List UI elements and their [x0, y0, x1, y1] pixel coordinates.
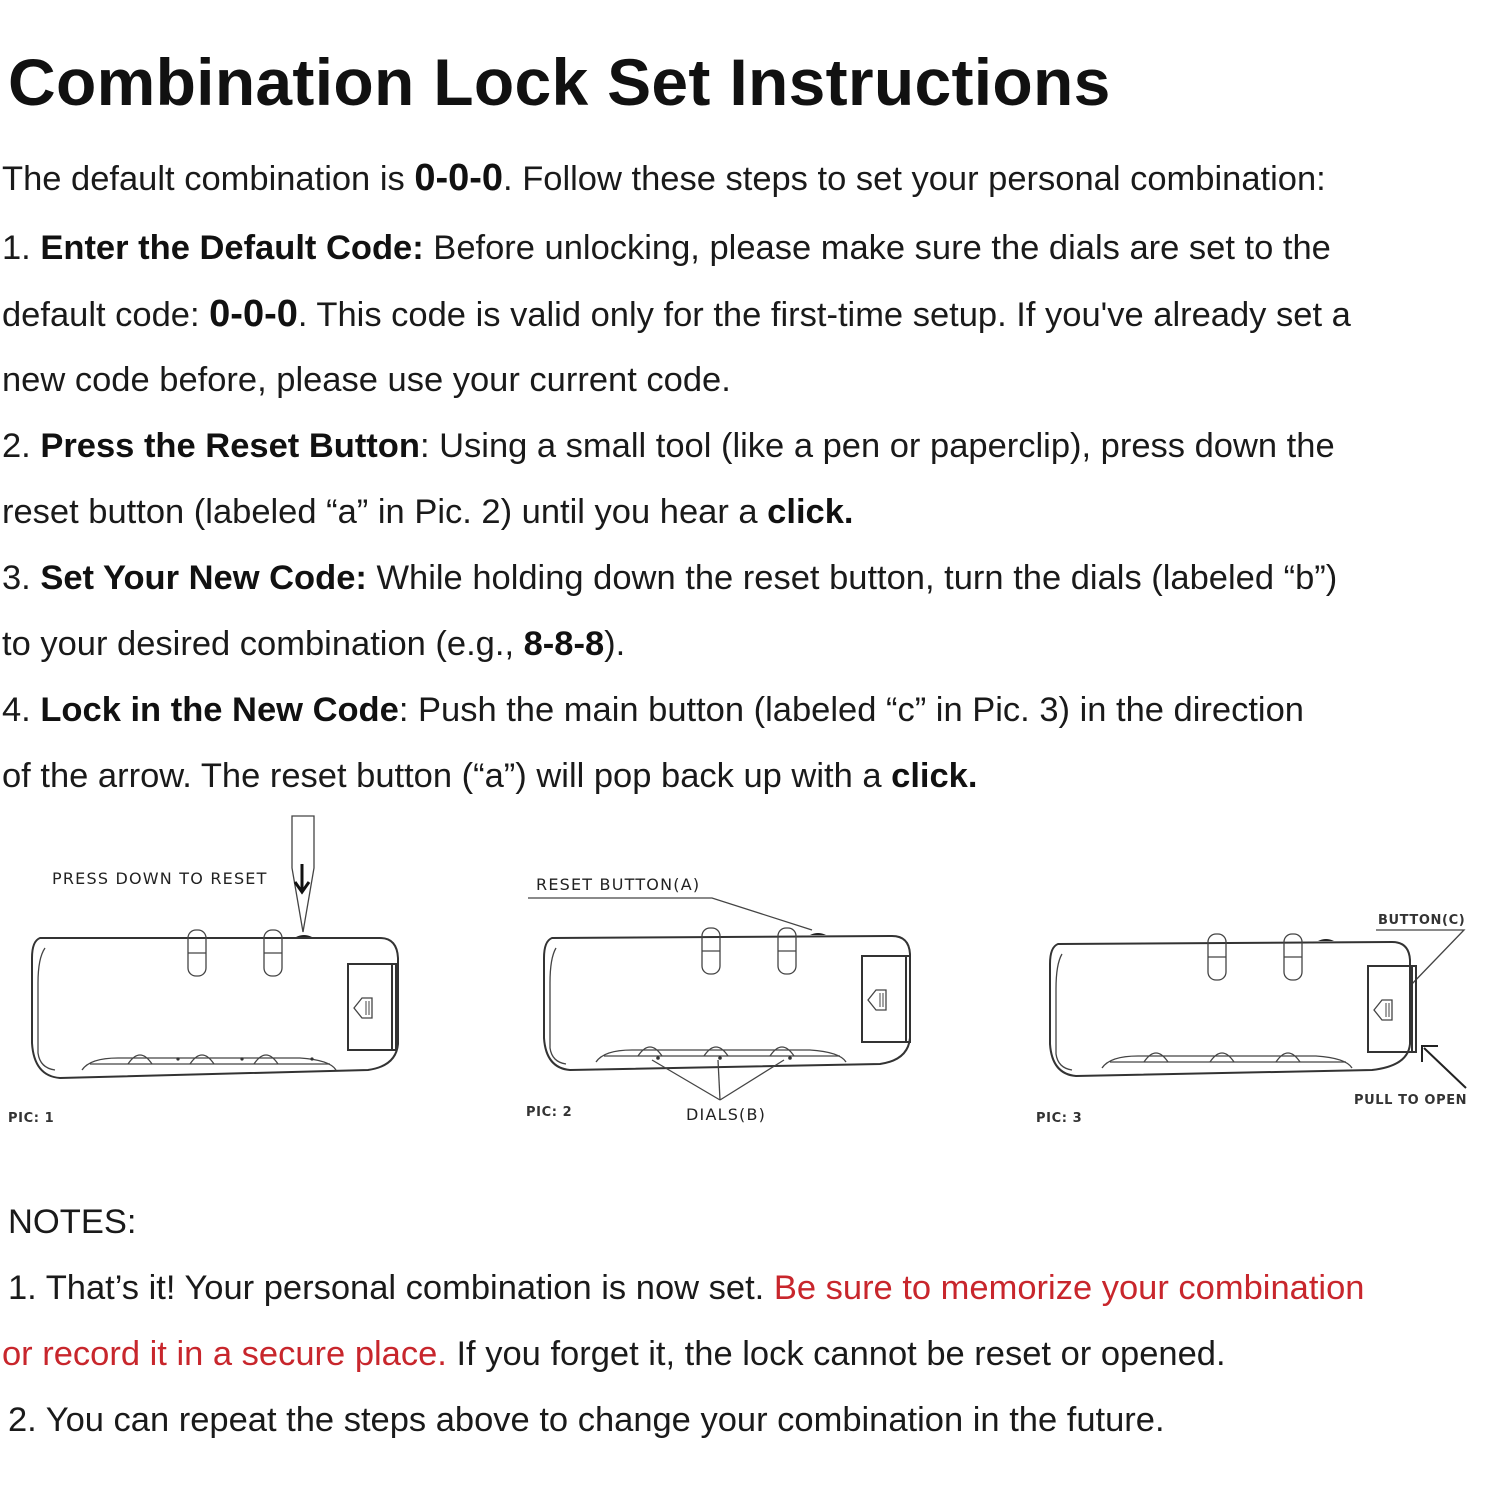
- step-3-text-2a: to your desired combination (e.g.,: [2, 625, 524, 663]
- step-1-code: 0-0-0: [209, 293, 298, 335]
- step-4-line-1: [2, 690, 1304, 730]
- default-code: 0-0-0: [414, 157, 504, 199]
- pic-3-diagram: [1036, 913, 1467, 1126]
- pic-1-label: PIC: 1: [8, 1111, 55, 1126]
- step-3-line-2: [2, 624, 625, 664]
- reset-button: [1318, 939, 1334, 941]
- arrow-down-icon: [295, 864, 309, 892]
- step-1-line-2: [2, 294, 1351, 335]
- step-1-text-2b: . This code is valid only for the first-time setup. If you've already set a: [297, 296, 1351, 334]
- pic-2-diagram: [526, 875, 910, 1124]
- note-1-start: 1. That’s it! Your personal combination is now set.: [8, 1269, 774, 1307]
- note-2: 2. You can repeat the steps above to change your combination in the future.: [8, 1401, 1165, 1439]
- step-1-text-2a: default code:: [2, 296, 210, 334]
- lock-body: [32, 938, 398, 1078]
- top-slot-icon: [702, 928, 796, 974]
- intro-before: The default combination is: [2, 160, 415, 198]
- step-2-text-2: reset button (labeled “a” in Pic. 2) until you hear a: [2, 493, 768, 531]
- side-button-icon: [348, 964, 396, 1050]
- step-3-heading: Set Your New Code:: [40, 559, 367, 597]
- notes-heading: NOTES:: [8, 1203, 137, 1241]
- reset-button: [810, 933, 826, 935]
- note-1-line-1: [8, 1268, 1364, 1308]
- step-3-code: 8-8-8: [523, 625, 605, 663]
- step-4-line-2: [2, 756, 977, 796]
- page-title: Combination Lock Set Instructions: [8, 45, 1111, 119]
- step-1-line-3: new code before, please use your current code.: [2, 361, 731, 399]
- pic-3-callout-pull: PULL TO OPEN: [1354, 1093, 1468, 1108]
- dials-icon: [1102, 1053, 1352, 1068]
- step-1-heading: Enter the Default Code:: [40, 229, 424, 267]
- pic-1-callout: PRESS DOWN TO RESET: [52, 869, 268, 888]
- step-3-text-1: While holding down the reset button, turn the dials (labeled “b”): [366, 559, 1338, 597]
- step-2-emphasis: click.: [767, 493, 854, 531]
- note-1-warning-1: Be sure to memorize your combination: [773, 1269, 1365, 1307]
- step-1-line-1: [2, 228, 1331, 268]
- step-2-number: 2.: [2, 427, 41, 465]
- side-button-icon: [862, 956, 910, 1042]
- reset-button: [296, 935, 312, 937]
- top-slot-icon: [188, 930, 282, 976]
- step-4-emphasis: click.: [891, 757, 978, 795]
- step-2-heading: Press the Reset Button: [40, 427, 420, 465]
- step-1-number: 1.: [2, 229, 41, 267]
- step-3-line-1: [2, 558, 1337, 598]
- dials-icon: [596, 1047, 846, 1062]
- step-2-text-1: : Using a small tool (like a pen or paperclip), press down the: [419, 427, 1335, 465]
- step-3-number: 3.: [2, 559, 41, 597]
- pic-2-callout-dials: DIALS(B): [686, 1105, 767, 1124]
- step-4-text-1: : Push the main button (labeled “c” in Pic. 3) in the direction: [398, 691, 1304, 729]
- note-1-warning-2: or record it in a secure place.: [2, 1335, 447, 1373]
- step-2-line-1: [2, 426, 1335, 466]
- note-1-end: If you forget it, the lock cannot be reset or opened.: [446, 1335, 1226, 1373]
- intro-after: . Follow these steps to set your personal combination:: [503, 160, 1326, 198]
- intro-line: [2, 158, 1326, 199]
- pull-arrow-icon: [1422, 1046, 1466, 1088]
- step-4-heading: Lock in the New Code: [40, 691, 399, 729]
- step-4-text-2: of the arrow. The reset button (“a”) will pop back up with a: [2, 757, 892, 795]
- pic-2-label: PIC: 2: [526, 1105, 573, 1120]
- dials-icon: [82, 1055, 336, 1070]
- step-2-line-2: [2, 492, 854, 532]
- pic-3-label: PIC: 3: [1036, 1111, 1083, 1126]
- side-button-icon: [1368, 966, 1416, 1052]
- pic-2-callout-reset: RESET BUTTON(A): [536, 875, 701, 894]
- step-1-text-1: Before unlocking, please make sure the dials are set to the: [423, 229, 1331, 267]
- step-3-text-2b: ).: [604, 625, 626, 663]
- note-1-line-2: [2, 1334, 1226, 1374]
- pic-3-callout-button: BUTTON(C): [1378, 913, 1466, 928]
- pic-1-diagram: [8, 816, 398, 1126]
- top-slot-icon: [1208, 934, 1302, 980]
- lock-diagrams: [0, 808, 1496, 1138]
- step-4-number: 4.: [2, 691, 41, 729]
